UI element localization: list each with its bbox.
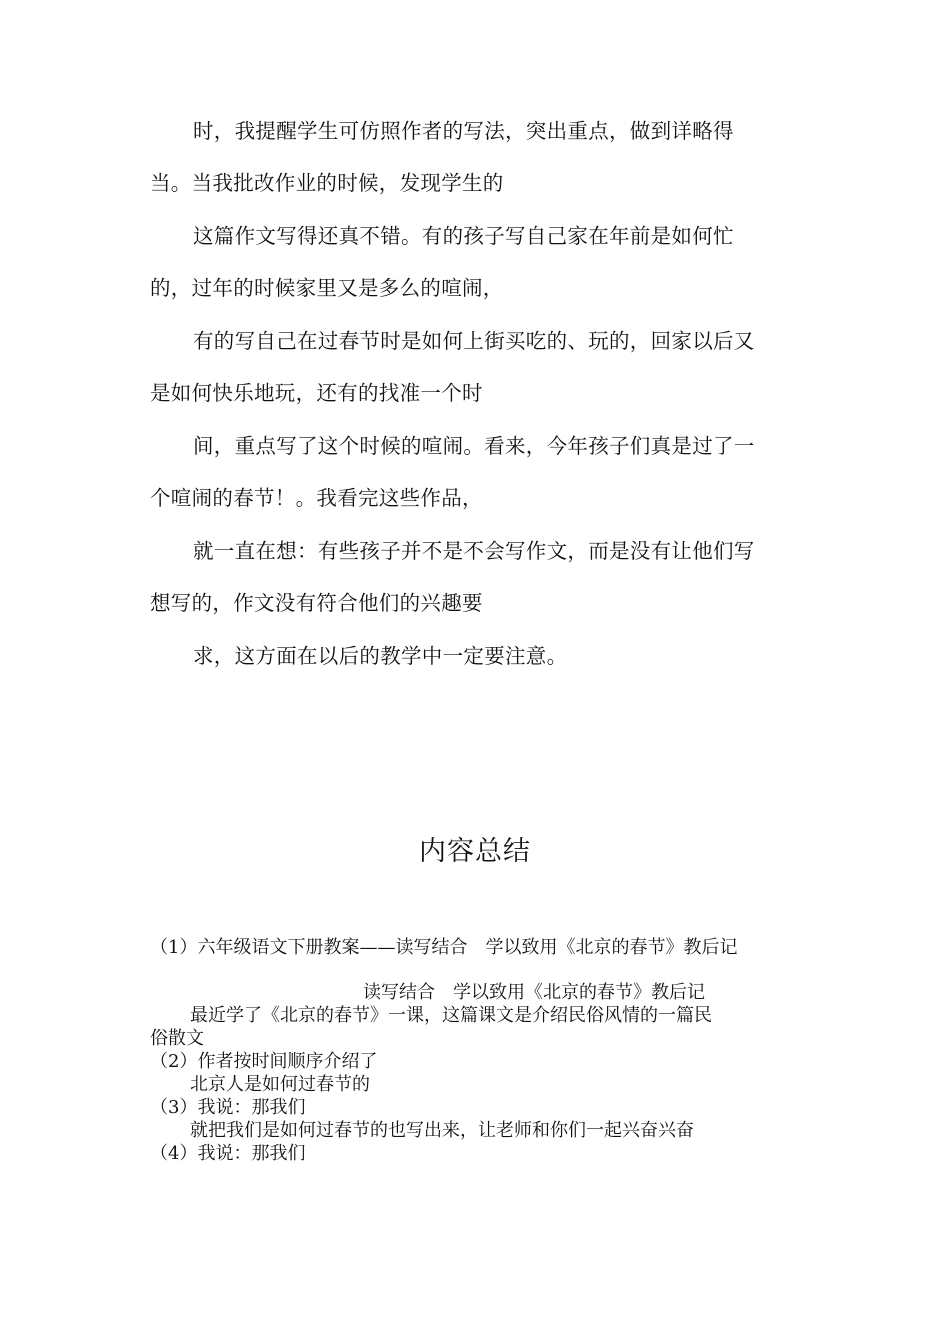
summary-item-3-text: 就把我们是如何过春节的也写出来，让老师和你们一起兴奋兴奋 [190,1120,694,1141]
paragraph-4-line-2: 个喧闹的春节！。我看完这些作品， [150,486,483,510]
paragraph-5-line-1: 就一直在想：有些孩子并不是不会写作文，而是没有让他们写 [193,539,755,563]
summary-item-1-text-cont: 俗散文 [150,1028,204,1049]
summary-item-2: （2）作者按时间顺序介绍了 [150,1051,378,1072]
summary-item-1-text: 最近学了《北京的春节》一课，这篇课文是介绍民俗风情的一篇民 [190,1005,712,1026]
summary-subtitle: 读写结合 学以致用《北京的春节》教后记 [363,982,705,1003]
summary-heading: 内容总结 [419,836,531,867]
article-body [150,118,802,669]
paragraph-1-line-1: 时，我提醒学生可仿照作者的写法，突出重点，做到详略得 [193,119,734,143]
paragraph-6-line-1: 求，这方面在以后的教学中一定要注意。 [193,644,568,668]
paragraph-2-line-1: 这篇作文写得还真不错。有的孩子写自己家在年前是如何忙 [193,224,734,248]
paragraph-3-line-1: 有的写自己在过春节时是如何上街买吃的、玩的，回家以后又 [193,329,755,353]
summary-item-1: （1）六年级语文下册教案——读写结合 学以致用《北京的春节》教后记 [150,937,738,958]
paragraph-2-line-2: 的，过年的时候家里又是多么的喧闹， [150,276,504,300]
summary-item-2-text: 北京人是如何过春节的 [190,1074,370,1095]
summary-body [150,936,802,1165]
paragraph-4-line-1: 间，重点写了这个时候的喧闹。看来，今年孩子们真是过了一 [193,434,755,458]
summary-item-3: （3）我说：那我们 [150,1097,306,1118]
paragraph-1-line-2: 当。当我批改作业的时候，发现学生的 [150,171,504,195]
paragraph-5-line-2: 想写的，作文没有符合他们的兴趣要 [150,591,483,615]
summary-item-4: （4）我说：那我们 [150,1143,306,1164]
paragraph-3-line-2: 是如何快乐地玩，还有的找准一个时 [150,381,483,405]
